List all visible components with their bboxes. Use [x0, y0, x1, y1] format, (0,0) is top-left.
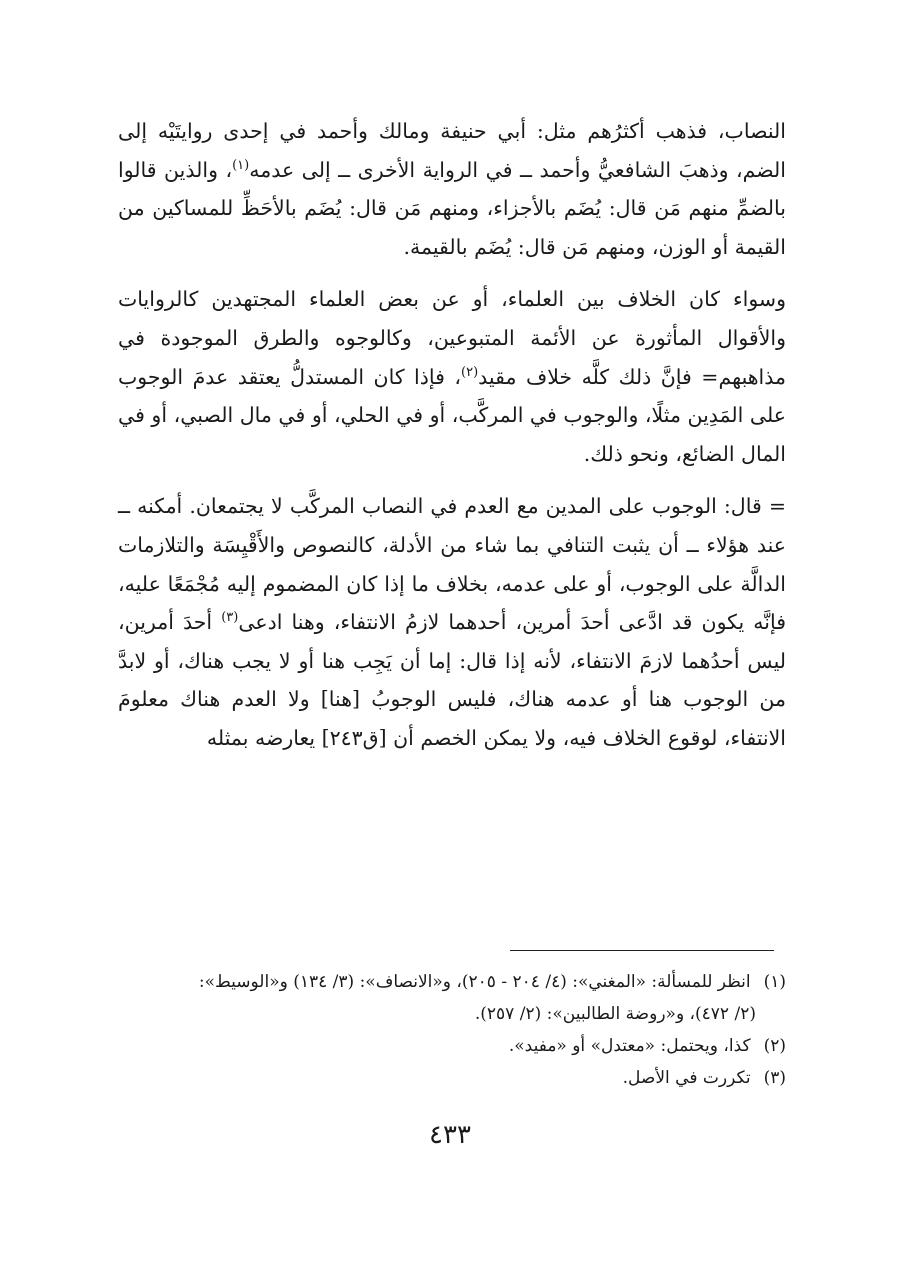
footnote-1-continuation — [118, 998, 786, 1030]
footnote-ref-2[interactable]: (٢) — [461, 364, 479, 380]
paragraph-3-text-b: أحدَ أمرين، ليس أحدُهما لازمَ الانتفاء، لأنه إذا قال: إما أن يَجِب هنا أو لا يجب هناك، أو لابدَّ من الوجوب هنا أو عدمه هناك، فليس الوجوبُ [هنا] ولا العدم هناك معلومَ الانتفاء، لوقوع الخلاف فيه، ولا يمكن الخصم أن [ق٢٤٣] يعارضه بمثله — [118, 610, 786, 750]
footnote-text: تكررت في الأصل. — [622, 1068, 751, 1088]
footnote-2 — [118, 1030, 786, 1062]
paragraph-1-text-b: ، والذين قالوا بالضمِّ منهم مَن قال: يُضَم بالأجزاء، ومنهم مَن قال: يُضَم بالأحَظِّ للمساكين من القيمة أو الوزن، ومنهم مَن قال: يُضَم بالقيمة. — [118, 157, 786, 259]
paragraph-2-text-b: ، فإذا كان المستدلُّ يعتقد عدمَ الوجوب على المَدِين مثلًا، والوجوب في المركَّب، أو في الحلي، أو في مال الصبي، أو في المال الضائع، ونحو ذلك. — [118, 364, 786, 466]
footnote-text: انظر للمسألة: «المغني»: (٤/ ٢٠٤ - ٢٠٥)، و«الانصاف»: (٣/ ١٣٤) و«الوسيط»: — [198, 972, 751, 992]
footnote-3 — [118, 1062, 786, 1094]
page-number: ٤٣٣ — [429, 1120, 471, 1150]
footnotes — [118, 966, 786, 1094]
paragraph-1 — [118, 112, 786, 266]
footnote-number: (٣) — [763, 1068, 786, 1088]
footnote-number: (٢) — [763, 1036, 786, 1056]
paragraph-2-text-a: وسواء كان الخلاف بين العلماء، أو عن بعض العلماء المجتهدين كالروايات والأقوال المأثورة عن الأئمة المتبوعين، وكالوجوه والطرق الموجودة في مذاهبهم= فإنَّ ذلك كلَّه خلاف مقيد — [118, 287, 786, 389]
paragraph-2 — [118, 280, 786, 473]
footnote-ref-3[interactable]: (٣) — [221, 610, 239, 626]
footnote-text: (٢/ ٤٧٢)، و«روضة الطالبين»: (٢/ ٢٥٧). — [474, 1004, 756, 1024]
footnote-separator — [510, 950, 774, 951]
paragraph-3 — [118, 487, 786, 757]
footnote-text: كذا، ويحتمل: «معتدل» أو «مفيد». — [508, 1036, 751, 1056]
main-text — [118, 112, 786, 772]
paragraph-1-text-a: النصاب، فذهب أكثرُهم مثل: أبي حنيفة ومالك وأحمد في إحدى روايتَيْه إلى الضم، وذهبَ الشافعيُّ وأحمد ــ في الرواية الأخرى ــ إلى عدمه — [118, 119, 786, 182]
footnote-ref-1[interactable]: (١) — [232, 157, 250, 173]
paragraph-3-text-a: = قال: الوجوب على المدين مع العدم في النصاب المركَّب لا يجتمعان. أمكنه ــ عند هؤلاء ــ أن يثبت التنافي بما شاء من الأدلة، كالنصوص والأَقْيِسَة والتلازمات الدالَّة على الوجوب، أو على عدمه، بخلاف ما إذا كان المضموم إليه مُجْمَعًا عليه، فإنَّه يكون قد ادَّعى أحدَ أمرين، أحدهما لازمُ الانتفاء، وهنا ادعى — [118, 494, 786, 635]
footnote-number: (١) — [763, 972, 786, 992]
footnote-1 — [118, 966, 786, 998]
